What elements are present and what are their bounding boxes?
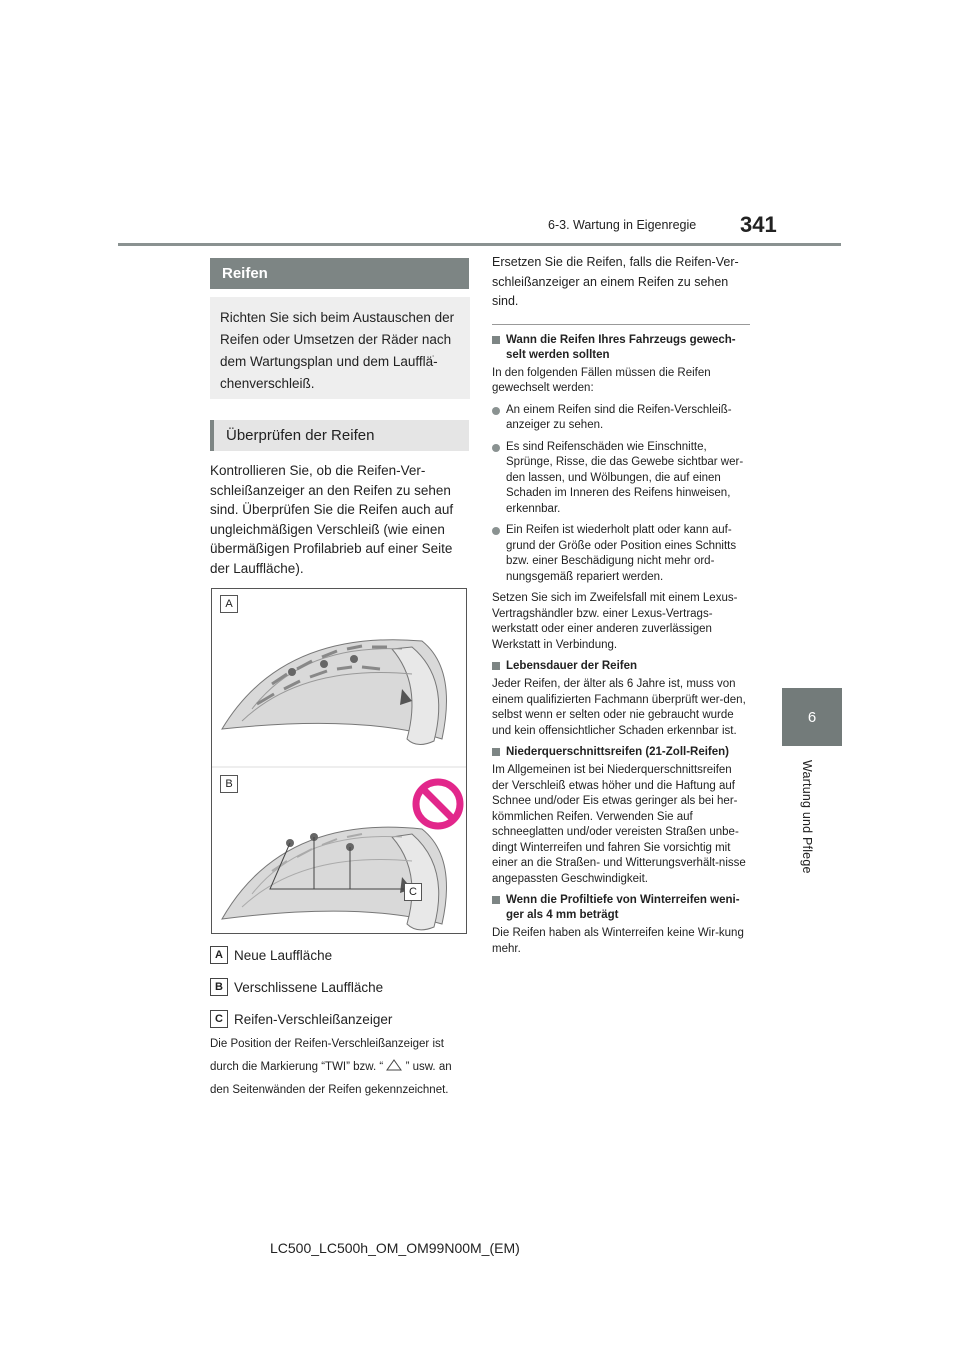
bullet-damage: Es sind Reifenschäden wie Einschnitte, Sprünge, Risse, die das Gewebe sichtbar wer-den lassen, und Wölbungen, die auf einen Schaden im Inneren des Reifens hinweisen, erkennbar. [492, 440, 750, 518]
legend-item-b [210, 978, 383, 996]
legend-key-b: B [210, 978, 228, 996]
legend-key-a: A [210, 946, 228, 964]
twi-note [210, 1033, 472, 1102]
twi-note-line-1: Die Position der Reifen-Verschleißanzeiger ist [210, 1038, 444, 1050]
chapter-tab [782, 688, 842, 746]
legend-item-c [210, 1010, 392, 1028]
page-number: 341 [740, 212, 777, 237]
tire-worn-tread [222, 827, 447, 930]
legend-text-c: Reifen-Verschleißanzeiger [234, 1011, 393, 1027]
body-paragraph: Kontrollieren Sie, ob die Reifen-Ver-schleißanzeiger an den Reifen zu sehen sind. Überprüfen Sie die Reifen auch auf ungleichmäßigen Verschleiß (wie einen übermäßigen Profilabrieb auf einer Seite der Lauffläche). [210, 463, 454, 576]
section-header: 6-3. Wartung in Eigenregie [548, 218, 697, 232]
intro-box [210, 297, 470, 399]
paragraph-lifetime: Jeder Reifen, der älter als 6 Jahre ist, muss von einem qualifizierten Fachmann überprüft wer-den, selbst wenn er selten oder nie gebraucht wurde und kein offensichtlicher Schaden erkennbar ist. [492, 678, 746, 737]
legend-item-a [210, 946, 332, 964]
right-column [492, 253, 750, 963]
subsection-title: Überprüfen der Reifen [210, 420, 469, 451]
figure-label-b: B [220, 775, 238, 793]
triangle-icon [386, 1059, 402, 1071]
legend-text-a: Neue Lauffläche [234, 947, 333, 963]
twi-note-line-2: durch die Markierung “TWI” bzw. “ ” usw. an [210, 1061, 452, 1073]
chapter-number: 6 [807, 708, 817, 726]
tire-new-tread [212, 589, 466, 764]
legend-key-c: C [210, 1010, 228, 1028]
paragraph-cases: In den folgenden Fällen müssen die Reifen gewechselt werden: [492, 366, 711, 394]
tire-illustration [212, 589, 466, 933]
paragraph-low-profile: Im Allgemeinen ist bei Niederquerschnittsreifen der Verschleiß etwas höher und die Haftung auf Schnee und/oder Eis etwas geringer als bei her-kömmlichen Reifen. Verwenden Sie auf schneeglatten und/oder vereisten Straßen unbe-dingt Winterreifen und fahren Sie vorsichtig mit einer an die Straßen- und Witterungsverhält-nisse angepassten Geschwindigkeit. [492, 764, 746, 885]
figure-label-a: A [220, 595, 238, 613]
legend-text-b: Verschlissene Lauffläche [234, 979, 384, 995]
heading-lifetime: Lebensdauer der Reifen [492, 659, 750, 674]
bullet-wear-indicator: An einem Reifen sind die Reifen-Verschleiß-anzeiger zu sehen. [492, 403, 750, 434]
intro-text: Richten Sie sich beim Austauschen der Reifen oder Umsetzen der Räder nach dem Wartungsplan und dem Lauffläׂ-chenverschleiß. [220, 310, 455, 391]
no-entry-icon [416, 782, 460, 826]
twi-note-line-3: den Seitenwänden der Reifen gekennzeichnet. [210, 1084, 449, 1096]
replace-intro: Ersetzen Sie die Reifen, falls die Reifen-Ver-schleißanzeiger an einem Reifen zu sehen sind. [492, 255, 739, 308]
heading-low-profile: Niederquerschnittsreifen (21-Zoll-Reifen) [492, 745, 750, 760]
paragraph-winter-depth: Die Reifen haben als Winterreifen keine Wir-kung mehr. [492, 927, 744, 955]
chapter-title: Wartung und Pflege [800, 760, 814, 874]
paragraph-dealer: Setzen Sie sich im Zweifelsfall mit einem Lexus-Vertragshändler bzw. einer Lexus-Vertrags-werkstatt oder einer anderen zuverlässigen Werkstatt in Verbindung. [492, 592, 738, 651]
section-title: Reifen [210, 258, 469, 289]
figure-label-c: C [404, 883, 422, 901]
tire-figure [211, 588, 467, 934]
heading-when-replace: Wann die Reifen Ihres Fahrzeugs gewech-selt werden sollten [492, 333, 750, 363]
header-divider [118, 243, 841, 246]
bullet-flat: Ein Reifen ist wiederholt platt oder kann auf-grund der Größe oder Position eines Schnitts bzw. einer Beschädigung nicht mehr ord-nungsgemäß repariert werden. [492, 523, 750, 585]
document-code: LC500_LC500h_OM_OM99N00M_(EM) [270, 1240, 520, 1256]
heading-winter-depth: Wenn die Profiltiefe von Winterreifen weni-ger als 4 mm beträgt [492, 893, 750, 923]
separator [492, 324, 750, 325]
